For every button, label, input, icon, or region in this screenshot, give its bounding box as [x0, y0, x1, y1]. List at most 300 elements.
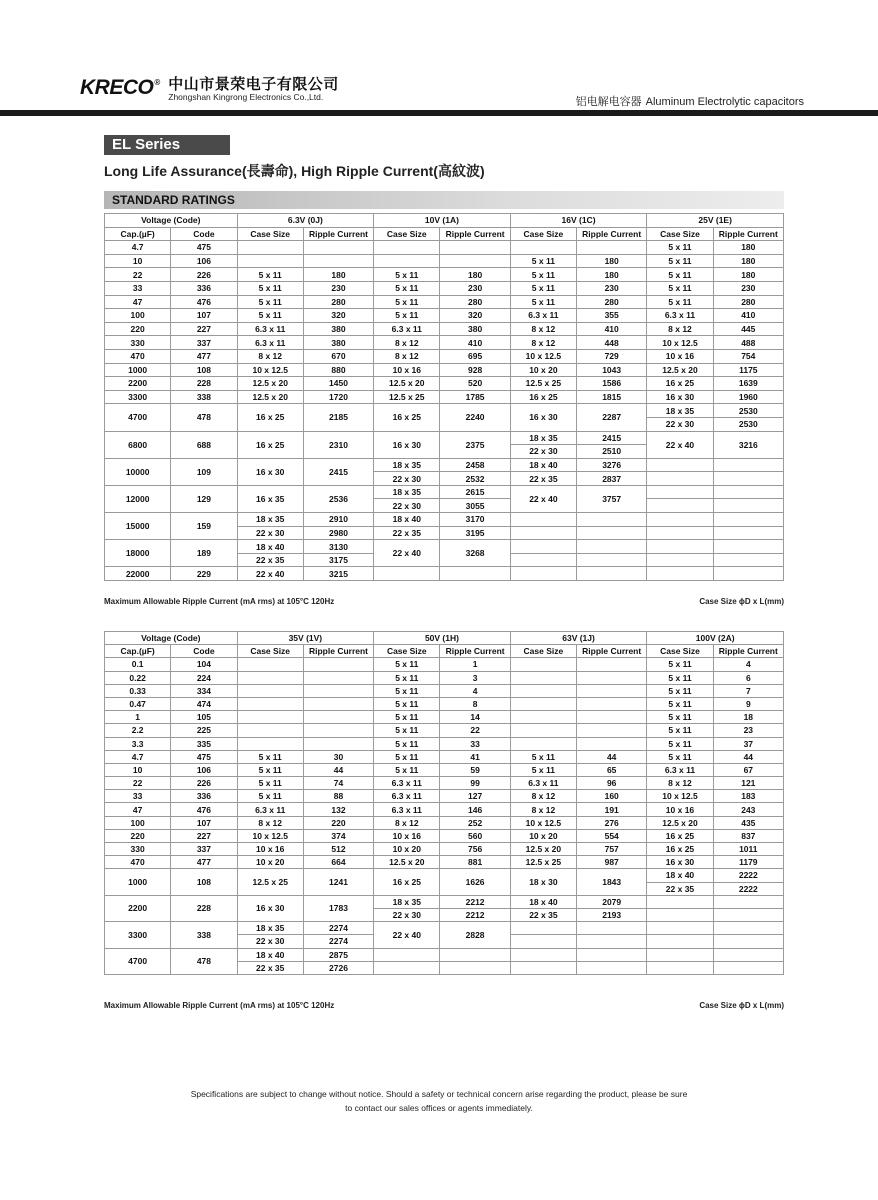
case-size-cell: 22 x 30: [374, 908, 440, 921]
case-size-cell: 18 x 40: [237, 948, 303, 961]
product-category-cn: 铝电解电容器: [575, 95, 642, 108]
ripple-current-cell: 2287: [577, 404, 647, 431]
table-row: [105, 363, 784, 377]
code-cell: 226: [171, 268, 237, 282]
table-row: [105, 322, 784, 336]
capacitance-cell: 330: [105, 336, 171, 350]
case-size-cell: 22 x 35: [647, 882, 713, 895]
table-row: [105, 750, 784, 763]
capacitance-cell: 18000: [105, 540, 171, 567]
ripple-current-cell: 1720: [303, 390, 373, 404]
empty-cell: [713, 485, 783, 499]
case-size-cell: 10 x 12.5: [237, 829, 303, 842]
empty-cell: [713, 948, 783, 961]
capacitance-cell: 0.33: [105, 684, 171, 697]
ripple-current-cell: 435: [713, 816, 783, 829]
case-size-cell: 10 x 12.5: [510, 816, 576, 829]
ripple-current-cell: 41: [440, 750, 510, 763]
ripple-current-cell: 1960: [713, 390, 783, 404]
case-size-cell: 10 x 16: [647, 349, 713, 363]
empty-cell: [577, 737, 647, 750]
case-size-cell: 18 x 40: [510, 458, 576, 472]
table-row: [105, 309, 784, 323]
case-size-cell: 8 x 12: [374, 349, 440, 363]
ripple-current-cell: 3055: [440, 499, 510, 513]
ripple-current-cell: 3215: [303, 567, 373, 581]
ripple-current-cell: 1175: [713, 363, 783, 377]
subtitle-part-c: ): [479, 163, 485, 179]
ripple-current-cell: 276: [577, 816, 647, 829]
empty-cell: [303, 737, 373, 750]
product-category-en: Aluminum Electrolytic capacitors: [645, 96, 804, 108]
capacitance-cell: 22000: [105, 567, 171, 581]
capacitance-cell: 1: [105, 711, 171, 724]
ripple-current-cell: 880: [303, 363, 373, 377]
ripple-current-cell: 67: [713, 763, 783, 776]
ripple-current-cell: 664: [303, 856, 373, 869]
subtitle-high-ripple-cn: 高紋波: [437, 164, 480, 180]
ripple-current-cell: 374: [303, 829, 373, 842]
case-size-cell: 16 x 30: [237, 458, 303, 485]
capacitance-cell: 4.7: [105, 750, 171, 763]
ripple-current-cell: 59: [440, 763, 510, 776]
empty-cell: [713, 458, 783, 472]
ripple-current-cell: 180: [713, 254, 783, 268]
ripple-current-cell: 2837: [577, 472, 647, 486]
ripple-current-cell: 180: [440, 268, 510, 282]
ripple-current-cell: 2726: [303, 961, 373, 974]
empty-cell: [440, 567, 510, 581]
voltage-header: 100V (2A): [647, 632, 784, 645]
case-size-cell: 18 x 35: [237, 922, 303, 935]
case-size-cell: 22 x 30: [237, 935, 303, 948]
ripple-current-cell: 3: [440, 671, 510, 684]
case-size-cell: 5 x 11: [374, 684, 440, 697]
table-row: [105, 895, 784, 908]
capacitance-cell: 2.2: [105, 724, 171, 737]
capacitance-cell: 15000: [105, 513, 171, 540]
capacitance-cell: 1000: [105, 869, 171, 895]
empty-cell: [510, 737, 576, 750]
case-size-cell: 5 x 11: [237, 750, 303, 763]
ripple-current-cell: 410: [440, 336, 510, 350]
code-cell: 337: [171, 336, 237, 350]
capacitance-cell: 100: [105, 309, 171, 323]
code-cell: 108: [171, 363, 237, 377]
table-row: [105, 281, 784, 295]
case-size-cell: 12.5 x 25: [510, 377, 576, 391]
ripple-current-cell: 1: [440, 658, 510, 671]
case-size-cell: 6.3 x 11: [510, 309, 576, 323]
case-size-cell: 12.5 x 20: [374, 377, 440, 391]
capacitance-cell: 22: [105, 268, 171, 282]
company-name: [168, 76, 339, 102]
empty-cell: [374, 254, 440, 268]
case-size-header: Case Size: [510, 645, 576, 658]
ripple-current-cell: 881: [440, 856, 510, 869]
case-size-cell: 16 x 30: [647, 390, 713, 404]
capacitance-cell: 3300: [105, 390, 171, 404]
table-row: [105, 697, 784, 710]
case-size-cell: 6.3 x 11: [510, 777, 576, 790]
case-size-cell: 10 x 20: [237, 856, 303, 869]
empty-cell: [510, 961, 576, 974]
ripple-current-cell: 252: [440, 816, 510, 829]
code-header: Code: [171, 227, 237, 241]
ratings-table-low-voltage: [104, 213, 784, 581]
ripple-current-cell: 18: [713, 711, 783, 724]
table-row: [105, 684, 784, 697]
ripple-current-cell: 230: [440, 281, 510, 295]
ripple-current-cell: 3268: [440, 540, 510, 567]
case-size-cell: 12.5 x 25: [237, 869, 303, 895]
code-cell: 477: [171, 349, 237, 363]
empty-cell: [577, 935, 647, 948]
code-cell: 476: [171, 803, 237, 816]
ripple-current-cell: 2980: [303, 526, 373, 540]
code-cell: 159: [171, 513, 237, 540]
case-size-cell: 8 x 12: [374, 816, 440, 829]
code-cell: 227: [171, 322, 237, 336]
empty-cell: [577, 540, 647, 554]
empty-cell: [577, 526, 647, 540]
case-size-header: Case Size: [510, 227, 576, 241]
page-header: [0, 0, 878, 118]
case-size-cell: 5 x 11: [647, 241, 713, 255]
case-size-note: Case Size ϕD x L(mm): [699, 597, 784, 606]
case-size-cell: 5 x 11: [237, 309, 303, 323]
ripple-current-cell: 280: [440, 295, 510, 309]
ripple-current-cell: 512: [303, 843, 373, 856]
capacitance-cell: 10: [105, 254, 171, 268]
empty-cell: [303, 671, 373, 684]
case-size-cell: 22 x 35: [510, 472, 576, 486]
case-size-cell: 10 x 16: [237, 843, 303, 856]
code-cell: 688: [171, 431, 237, 458]
empty-cell: [237, 684, 303, 697]
code-cell: 225: [171, 724, 237, 737]
capacitance-cell: 2200: [105, 895, 171, 921]
empty-cell: [647, 485, 713, 499]
ripple-current-cell: 3216: [713, 431, 783, 458]
empty-cell: [577, 567, 647, 581]
case-size-header: Case Size: [374, 227, 440, 241]
empty-cell: [713, 540, 783, 554]
ripple-current-cell: 410: [577, 322, 647, 336]
empty-cell: [237, 658, 303, 671]
table-row: [105, 790, 784, 803]
ripple-current-cell: 1815: [577, 390, 647, 404]
ripple-current-cell: 1783: [303, 895, 373, 921]
empty-cell: [237, 671, 303, 684]
ripple-current-cell: 4: [440, 684, 510, 697]
case-size-cell: 16 x 30: [647, 856, 713, 869]
ripple-note: Maximum Allowable Ripple Current (mA rms) at 105°C 120Hz: [104, 1001, 335, 1010]
case-size-cell: 22 x 30: [374, 499, 440, 513]
product-category: [576, 93, 804, 109]
case-size-cell: 10 x 20: [510, 363, 576, 377]
ripple-current-cell: 2274: [303, 935, 373, 948]
capacitance-cell: 33: [105, 790, 171, 803]
ripple-current-cell: 2185: [303, 404, 373, 431]
empty-cell: [647, 908, 713, 921]
table-row: [105, 856, 784, 869]
code-cell: 228: [171, 895, 237, 921]
case-size-cell: 18 x 35: [374, 458, 440, 472]
code-cell: 477: [171, 856, 237, 869]
code-cell: 338: [171, 922, 237, 948]
case-size-cell: 8 x 12: [237, 816, 303, 829]
ripple-current-cell: 280: [577, 295, 647, 309]
empty-cell: [510, 567, 576, 581]
ripple-current-cell: 44: [303, 763, 373, 776]
empty-cell: [577, 671, 647, 684]
case-size-header: Case Size: [647, 645, 713, 658]
ripple-current-cell: 8: [440, 697, 510, 710]
case-size-cell: 22 x 40: [374, 922, 440, 948]
empty-cell: [577, 922, 647, 935]
case-size-cell: 16 x 25: [510, 390, 576, 404]
series-title: EL Series: [104, 135, 230, 155]
table-row: [105, 948, 784, 961]
case-size-cell: 18 x 40: [374, 513, 440, 527]
ripple-current-cell: 3170: [440, 513, 510, 527]
case-size-cell: 12.5 x 20: [374, 856, 440, 869]
disclaimer: [0, 1087, 878, 1115]
ripple-current-cell: 23: [713, 724, 783, 737]
empty-cell: [510, 540, 576, 554]
ripple-current-cell: 1785: [440, 390, 510, 404]
ripple-current-cell: 37: [713, 737, 783, 750]
table-row: [105, 803, 784, 816]
header-rule: [0, 110, 878, 116]
empty-cell: [510, 526, 576, 540]
ripple-current-cell: 380: [303, 322, 373, 336]
empty-cell: [440, 254, 510, 268]
empty-cell: [647, 948, 713, 961]
table-row: [105, 922, 784, 935]
case-size-cell: 22 x 35: [510, 908, 576, 921]
ripple-current-cell: 2240: [440, 404, 510, 431]
ripple-current-cell: 2415: [577, 431, 647, 445]
case-size-cell: 22 x 40: [647, 431, 713, 458]
empty-cell: [647, 526, 713, 540]
case-size-cell: 6.3 x 11: [237, 803, 303, 816]
code-cell: 229: [171, 567, 237, 581]
case-size-cell: 18 x 35: [237, 513, 303, 527]
company-name-en: Zhongshan Kingrong Electronics Co.,Ltd.: [168, 92, 324, 102]
case-size-cell: 5 x 11: [374, 711, 440, 724]
ripple-current-cell: 6: [713, 671, 783, 684]
case-size-cell: 6.3 x 11: [374, 777, 440, 790]
case-size-header: Case Size: [647, 227, 713, 241]
ripple-current-cell: 180: [577, 254, 647, 268]
case-size-cell: 6.3 x 11: [647, 763, 713, 776]
empty-cell: [577, 658, 647, 671]
ripple-current-cell: 22: [440, 724, 510, 737]
capacitance-cell: 1000: [105, 363, 171, 377]
ripple-current-cell: 3195: [440, 526, 510, 540]
ripple-current-cell: 33: [440, 737, 510, 750]
case-size-cell: 6.3 x 11: [647, 309, 713, 323]
code-cell: 109: [171, 458, 237, 485]
code-cell: 108: [171, 869, 237, 895]
empty-cell: [303, 711, 373, 724]
case-size-cell: 16 x 25: [374, 404, 440, 431]
ripple-current-cell: 1639: [713, 377, 783, 391]
case-size-note: Case Size ϕD x L(mm): [699, 1001, 784, 1010]
empty-cell: [713, 895, 783, 908]
case-size-cell: 5 x 11: [374, 268, 440, 282]
case-size-cell: 12.5 x 25: [374, 390, 440, 404]
code-cell: 224: [171, 671, 237, 684]
section-heading: STANDARD RATINGS: [104, 191, 784, 209]
code-cell: 338: [171, 390, 237, 404]
ripple-current-cell: 121: [713, 777, 783, 790]
table-row: [105, 724, 784, 737]
capacitance-cell: 10000: [105, 458, 171, 485]
ripple-current-cell: 2274: [303, 922, 373, 935]
empty-cell: [713, 553, 783, 567]
case-size-cell: 8 x 12: [510, 336, 576, 350]
code-cell: 107: [171, 816, 237, 829]
empty-cell: [713, 961, 783, 974]
table-row: [105, 777, 784, 790]
ripple-current-cell: 280: [303, 295, 373, 309]
ripple-current-cell: 2532: [440, 472, 510, 486]
case-size-cell: 5 x 11: [237, 790, 303, 803]
cap-header: Cap.(µF): [105, 645, 171, 658]
empty-cell: [440, 961, 510, 974]
table-row: [105, 513, 784, 527]
code-cell: 476: [171, 295, 237, 309]
table-row: [105, 336, 784, 350]
capacitance-cell: 4700: [105, 404, 171, 431]
empty-cell: [577, 513, 647, 527]
empty-cell: [647, 935, 713, 948]
code-cell: 334: [171, 684, 237, 697]
case-size-cell: 5 x 11: [647, 281, 713, 295]
empty-cell: [713, 908, 783, 921]
empty-cell: [577, 553, 647, 567]
ripple-current-cell: 2375: [440, 431, 510, 458]
empty-cell: [440, 241, 510, 255]
ripple-current-cell: 230: [713, 281, 783, 295]
ripple-current-cell: 2193: [577, 908, 647, 921]
code-cell: 475: [171, 241, 237, 255]
empty-cell: [577, 711, 647, 724]
capacitance-cell: 47: [105, 295, 171, 309]
table-row: [105, 711, 784, 724]
ripple-current-header: Ripple Current: [303, 227, 373, 241]
code-cell: 226: [171, 777, 237, 790]
case-size-cell: 5 x 11: [647, 737, 713, 750]
registered-mark: ®: [154, 78, 161, 87]
empty-cell: [237, 737, 303, 750]
ripple-current-cell: 2310: [303, 431, 373, 458]
table-row: [105, 485, 784, 499]
capacitance-cell: 33: [105, 281, 171, 295]
ripple-current-cell: 445: [713, 322, 783, 336]
case-size-cell: 5 x 11: [647, 671, 713, 684]
ripple-current-cell: 1843: [577, 869, 647, 895]
ripple-current-cell: 220: [303, 816, 373, 829]
table-row: [105, 843, 784, 856]
case-size-cell: 22 x 40: [374, 540, 440, 567]
ripple-current-cell: 320: [440, 309, 510, 323]
voltage-header: 10V (1A): [374, 214, 511, 228]
empty-cell: [510, 513, 576, 527]
disclaimer-line: to contact our sales offices or agents immediately.: [345, 1103, 533, 1113]
ripple-current-cell: 2536: [303, 485, 373, 512]
table-row: [105, 869, 784, 882]
subtitle-part-a: Long Life Assurance(: [104, 163, 247, 179]
case-size-cell: 22 x 40: [510, 485, 576, 512]
case-size-cell: 12.5 x 25: [510, 856, 576, 869]
case-size-cell: 6.3 x 11: [374, 790, 440, 803]
ripple-current-cell: 2222: [713, 882, 783, 895]
ripple-current-cell: 2212: [440, 908, 510, 921]
case-size-cell: 5 x 11: [374, 750, 440, 763]
ripple-current-cell: 4: [713, 658, 783, 671]
code-cell: 227: [171, 829, 237, 842]
table-row: [105, 763, 784, 776]
empty-cell: [577, 697, 647, 710]
ripple-current-cell: 2530: [713, 417, 783, 431]
ripple-current-cell: 1241: [303, 869, 373, 895]
case-size-cell: 5 x 11: [647, 750, 713, 763]
ripple-current-header: Ripple Current: [440, 227, 510, 241]
case-size-cell: 18 x 30: [510, 869, 576, 895]
ripple-current-header: Ripple Current: [577, 227, 647, 241]
code-cell: 336: [171, 790, 237, 803]
ripple-current-cell: 380: [440, 322, 510, 336]
ripple-current-cell: 44: [577, 750, 647, 763]
code-cell: 336: [171, 281, 237, 295]
series-subtitle: [104, 161, 485, 181]
case-size-cell: 16 x 25: [647, 377, 713, 391]
ripple-current-cell: 3757: [577, 485, 647, 512]
capacitance-cell: 47: [105, 803, 171, 816]
case-size-cell: 10 x 16: [374, 829, 440, 842]
case-size-cell: 22 x 35: [374, 526, 440, 540]
case-size-header: Case Size: [374, 645, 440, 658]
case-size-cell: 22 x 30: [237, 526, 303, 540]
empty-cell: [510, 671, 576, 684]
ripple-current-cell: 230: [303, 281, 373, 295]
ripple-current-cell: 2875: [303, 948, 373, 961]
ripple-current-cell: 191: [577, 803, 647, 816]
ripple-current-cell: 410: [713, 309, 783, 323]
case-size-cell: 5 x 11: [647, 295, 713, 309]
ripple-current-cell: 729: [577, 349, 647, 363]
ripple-current-cell: 554: [577, 829, 647, 842]
ripple-current-header: Ripple Current: [303, 645, 373, 658]
case-size-cell: 5 x 11: [510, 295, 576, 309]
empty-cell: [577, 724, 647, 737]
capacitance-cell: 2200: [105, 377, 171, 391]
table-row: [105, 658, 784, 671]
voltage-header: 25V (1E): [647, 214, 784, 228]
empty-cell: [374, 948, 440, 961]
case-size-cell: 8 x 12: [647, 322, 713, 336]
ripple-current-cell: 2415: [303, 458, 373, 485]
empty-cell: [374, 567, 440, 581]
capacitance-cell: 22: [105, 777, 171, 790]
empty-cell: [647, 513, 713, 527]
empty-cell: [577, 961, 647, 974]
ripple-current-cell: 3276: [577, 458, 647, 472]
